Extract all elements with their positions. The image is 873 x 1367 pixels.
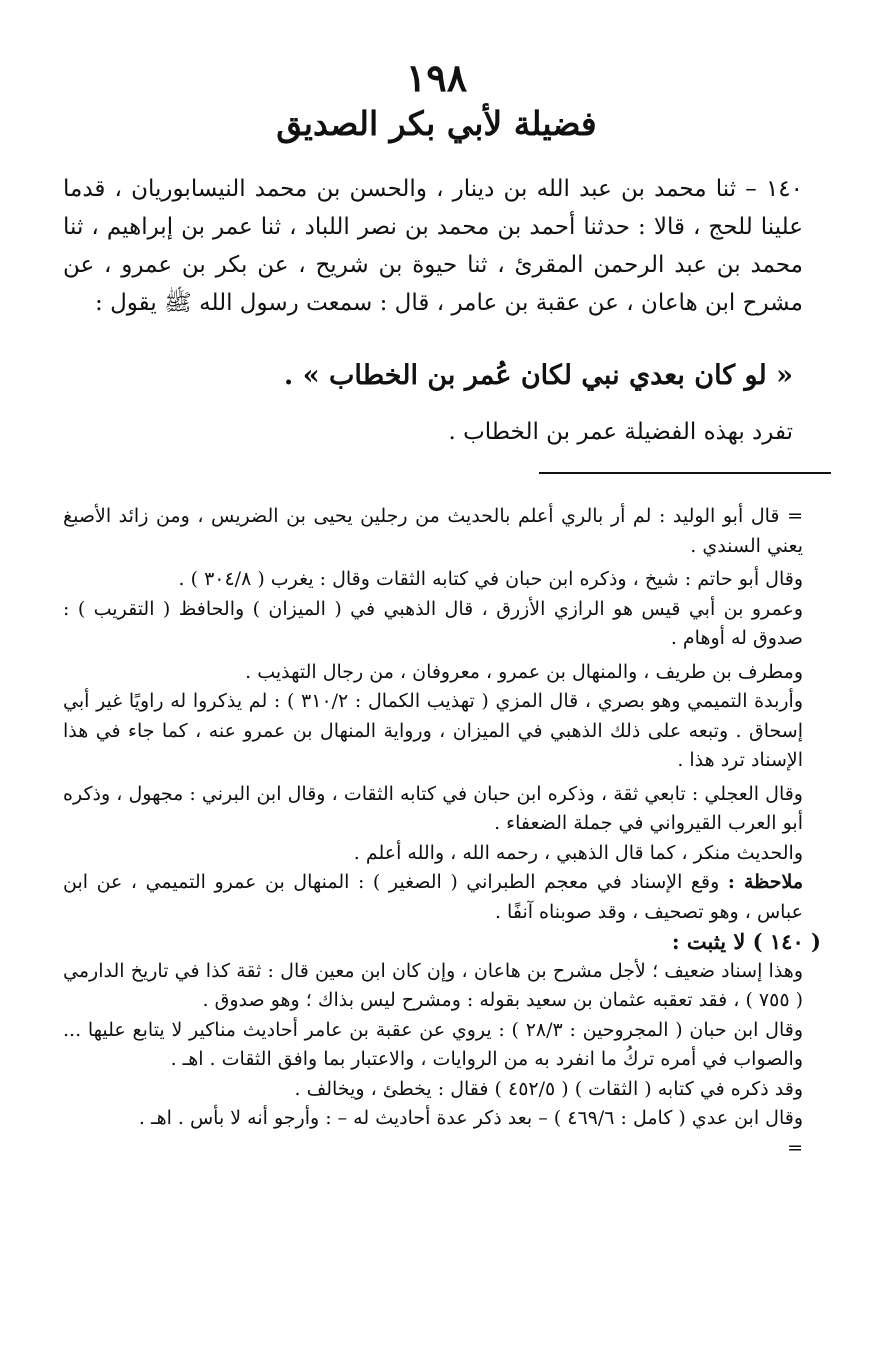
note-text: وقع الإسناد في معجم الطبراني ( الصغير ) : المنهال بن عمرو التميمي ، عن ابن عباس ، وهو تصحيف ، وقد صوبناه آنفًا . — [63, 871, 803, 923]
footnote-paragraph: = قال أبو الوليد : لم أر بالري أعلم بالحديث من رجلين يحيى بن الضريس ، ومن زائد الأصبغ يعني السندي . — [63, 505, 803, 557]
chapter-title: فضيلة لأبي بكر الصديق — [276, 104, 597, 143]
footnote-paragraph: والحديث منكر ، كما قال الذهبي ، رحمه الله ، والله أعلم . — [353, 841, 803, 864]
hadith-isnad — [63, 170, 803, 322]
footnote-continuation-mark: = — [787, 1136, 803, 1159]
footnotes — [63, 502, 821, 1163]
footnote-paragraph: وقال ابن عدي ( كامل : ٤٦٩/٦ ) – بعد ذكر عدة أحاديث له – : وأرجو أنه لا بأس . اهـ . — [138, 1107, 803, 1129]
footnote-paragraph: وأربدة التميمي وهو بصري ، قال المزي ( تهذيب الكمال : ٣١٠/٢ ) : لم يذكروا له راويًا غير أبي إسحاق . وتبعه على ذلك الذهبي في الميزان ، ورواية المنهال بن عمرو عنه ، كما جاء في هذا الإسناد ترد هذا . — [63, 690, 803, 771]
isnad-paragraph: ١٤٠ – ثنا محمد بن عبد الله بن دينار ، والحسن بن محمد النيسابوريان ، قدما علينا للحج ، قالا : حدثنا أحمد بن محمد بن نصر اللباد ، ثنا عمر بن إبراهيم ، ثنا محمد بن عبد الرحمن المقرئ ، ثنا حيوة بن شريح ، عن بكر بن عمرو ، عن مشرح ابن هاعان ، عن عقبة بن عامر ، قال : سمعت رسول الله ﷺ يقول : — [63, 176, 803, 316]
footnote-paragraph: وقال العجلي : تابعي ثقة ، وذكره ابن حبان في كتابه الثقات ، وقال ابن البرني : مجهول ، وذكره أبو العرب القيرواني في جملة الضعفاء . — [63, 782, 803, 834]
footnote-paragraph: ومطرف بن طريف ، والمنهال بن عمرو ، معروفان ، من رجال التهذيب . — [245, 660, 803, 683]
closing-note: تفرد بهذه الفضيلة عمر بن الخطاب . — [448, 419, 793, 445]
page-number: ١٩٨ — [405, 55, 468, 100]
footnote-paragraph: وقال أبو حاتم : شيخ ، وذكره ابن حبان في كتابه الثقات وقال : يغرب ( ٣٠٤/٨ ) . — [178, 568, 803, 590]
footnote-note — [63, 868, 803, 927]
footnote-paragraph: وقد ذكره في كتابه ( الثقات ) ( ٤٥٢/٥ ) فقال : يخطئ ، ويخالف . — [294, 1077, 803, 1100]
footnote-heading: ( ١٤٠ ) لا يثبت : — [671, 929, 821, 954]
footnote-paragraph: وعمرو بن أبي قيس هو الرازي الأزرق ، قال الذهبي في ( الميزان ) والحافظ ( التقريب ) : صدوق له أوهام . — [63, 597, 803, 649]
footnote-paragraph: وهذا إسناد ضعيف ؛ لأجل مشرح بن هاعان ، وإن كان ابن معين قال : ثقة كذا في تاريخ الدارمي ( ٧٥٥ ) ، فقد تعقبه عثمان بن سعيد بقوله : ومشرح ليس بذاك ؛ وهو صدوق . — [63, 959, 803, 1011]
note-label: ملاحظة : — [727, 871, 803, 893]
footnote-paragraph: وقال ابن حبان ( المجروحين : ٢٨/٣ ) : يروي عن عقبة بن عامر أحاديث مناكير لا يتابع عليها ... والصواب في أمره تركُ ما انفرد به من الروايات ، والاعتبار بما وافق الثقات . اهـ . — [63, 1018, 803, 1070]
hadith-text: « لو كان بعدي نبي لكان عُمر بن الخطاب » . — [283, 360, 793, 391]
footnote-separator — [539, 472, 831, 474]
